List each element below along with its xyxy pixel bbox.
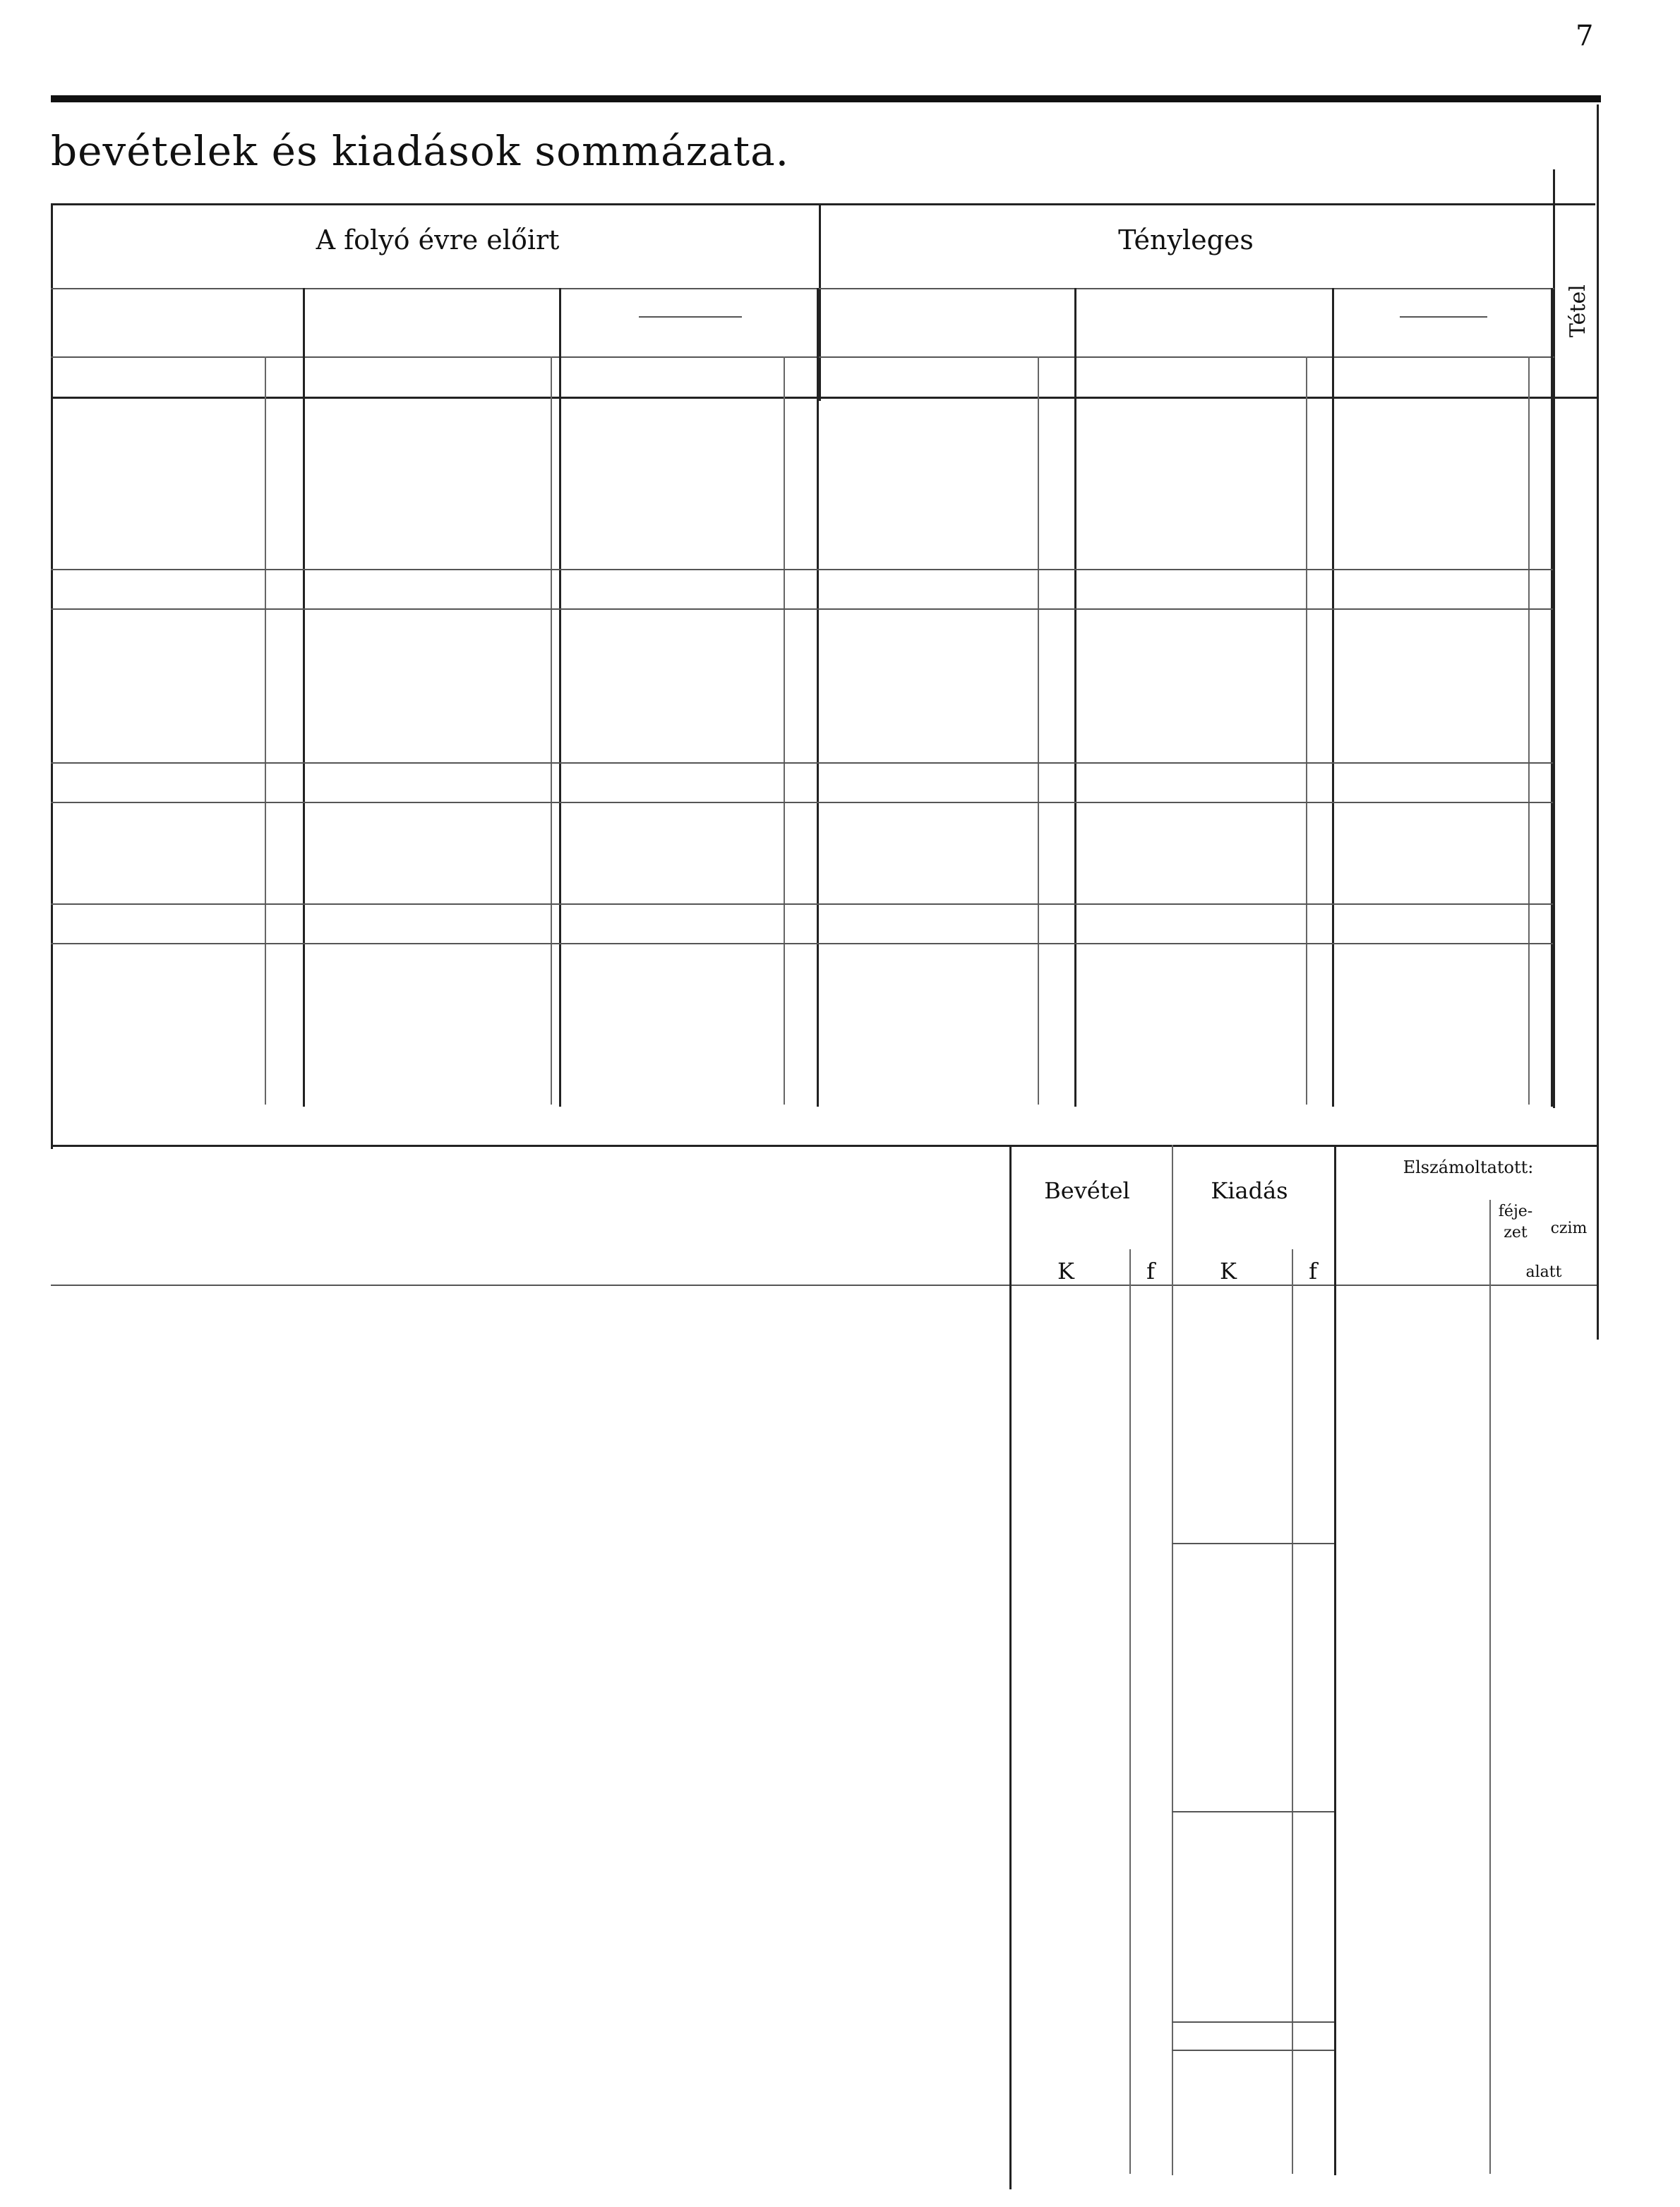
sum-line [1172, 1811, 1334, 1812]
lower-kiadas-header: Kiadás [1211, 1177, 1288, 1204]
total-bottom-line [51, 802, 1553, 803]
lower-divider-kiadas [1334, 1145, 1336, 2175]
lower-bev-f: f [1146, 1258, 1155, 1285]
alatt-header: alatt [1525, 1263, 1562, 1281]
czim-header: czim [1550, 1220, 1588, 1237]
col-divider-3 [1074, 288, 1076, 1107]
tetel-header: Tétel [1566, 284, 1590, 337]
total-bottom-line [51, 608, 1553, 610]
top-rule [51, 95, 1601, 102]
lower-header-bottom [51, 1285, 1597, 1286]
elszamoltatott-header: Elszámoltatott: [1403, 1157, 1534, 1177]
kf-divider-0 [265, 356, 266, 1105]
total-line [51, 569, 1553, 570]
lower-kia-f-divider [1292, 1249, 1293, 2174]
table-left-border [51, 203, 53, 1149]
col-divider-1 [559, 288, 561, 1107]
lower-divider-fejezet [1489, 1200, 1491, 2174]
total-line [51, 762, 1553, 764]
table-top-border [51, 203, 1595, 205]
tetel-divider [1553, 169, 1555, 1108]
col-divider-5 [1551, 288, 1553, 1107]
sum-line [1172, 2050, 1334, 2051]
sum-line [1172, 1543, 1334, 1544]
col-divider-0 [303, 288, 305, 1107]
col-divider-2 [817, 288, 819, 1107]
header-bottom [51, 397, 1597, 399]
lower-kia-f: f [1309, 1258, 1317, 1285]
page-title: bevételek és kiadások sommázata. [51, 127, 790, 175]
lower-bev-f-divider [1129, 1249, 1131, 2174]
page-number: 7 [1576, 20, 1594, 52]
subheader-line [51, 288, 1554, 289]
group-header-actual: Tényleges [1118, 224, 1254, 255]
kf-divider-4 [1306, 356, 1307, 1105]
table-right-border [1597, 104, 1599, 1340]
lower-divider-text [1009, 1145, 1012, 2189]
kf-divider-3 [1038, 356, 1039, 1105]
kf-line [51, 356, 1554, 358]
lower-kia-k: K [1220, 1258, 1237, 1285]
total-line [51, 903, 1553, 905]
folosleg-line-5 [1400, 316, 1487, 318]
lower-divider-bevetel [1172, 1145, 1173, 2175]
group-divider [819, 203, 821, 401]
fejezet-header: féje- zet [1498, 1203, 1533, 1241]
col-divider-4 [1332, 288, 1334, 1107]
lower-top-border [51, 1145, 1597, 1147]
total-bottom-line [51, 943, 1553, 944]
lower-bevetel-header: Bevétel [1044, 1177, 1130, 1204]
kf-divider-1 [551, 356, 552, 1105]
kf-divider-5 [1528, 356, 1530, 1105]
folosleg-line-2 [639, 316, 742, 318]
group-header-planned: A folyó évre előirt [316, 224, 560, 255]
sum-line [1172, 2021, 1334, 2023]
lower-bev-k: K [1057, 1258, 1074, 1285]
kf-divider-2 [784, 356, 785, 1105]
